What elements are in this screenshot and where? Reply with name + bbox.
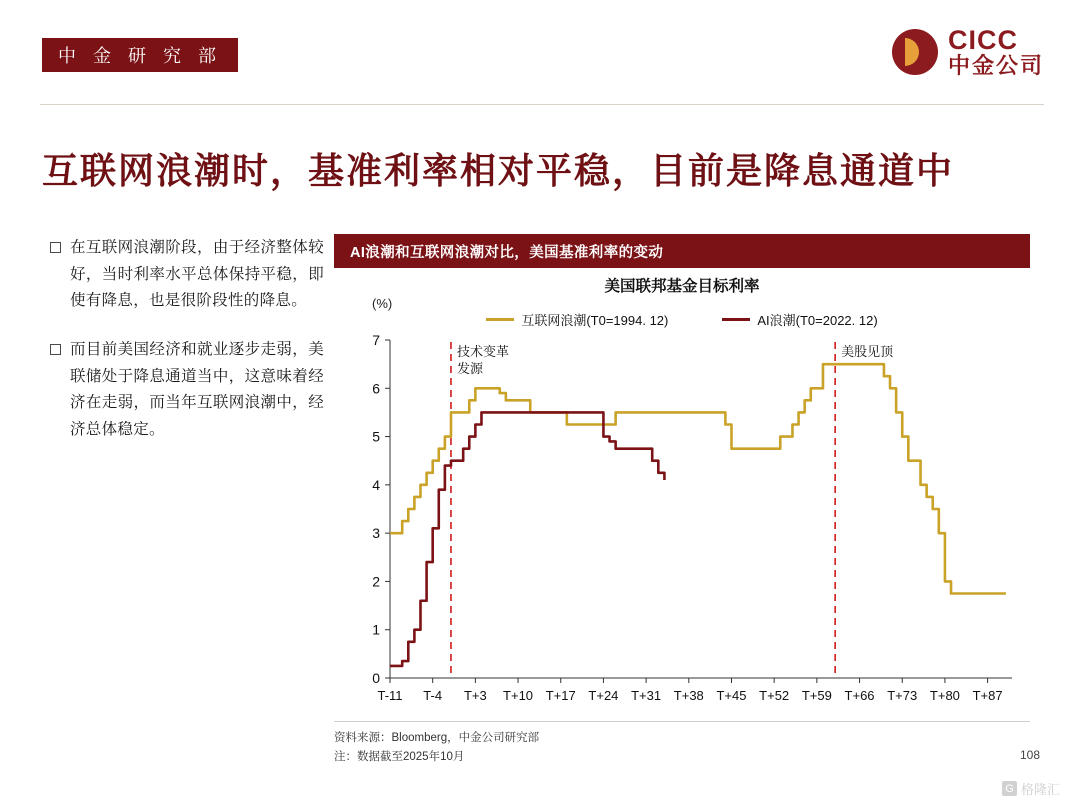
- legend-swatch: [486, 318, 514, 321]
- x-tick-label: T+52: [759, 688, 790, 703]
- page-number: 108: [1019, 748, 1040, 762]
- y-tick-label: 3: [372, 525, 380, 542]
- line-chart-svg: [334, 330, 1030, 720]
- x-tick-label: T+66: [844, 688, 875, 703]
- bullet-text: 在互联网浪潮阶段，由于经济整体较好，当时利率水平总体保持平稳，即使有降息，也是很阶段性的降息。: [70, 239, 324, 310]
- x-tick-label: T-4: [423, 688, 443, 703]
- y-tick-label: 4: [372, 476, 380, 493]
- chart-banner: AI浪潮和互联网浪潮对比，美国基准利率的变动: [334, 234, 1030, 268]
- cicc-logo-text: [948, 26, 1044, 77]
- x-tick-label: T+24: [588, 688, 619, 703]
- square-bullet-icon: [50, 344, 61, 355]
- legend-swatch: [722, 318, 750, 321]
- page-title: 互联网浪潮时，基准利率相对平稳，目前是降息通道中: [42, 150, 955, 191]
- y-tick-label: 0: [372, 670, 380, 686]
- cicc-logo: [892, 26, 1044, 77]
- y-tick-label: 5: [372, 428, 380, 445]
- y-tick-label: 6: [372, 380, 380, 397]
- chart-title: 美国联邦基金目标利率: [604, 278, 760, 295]
- chart-unit-label: (%): [372, 296, 393, 311]
- logo-text-cn: 中金公司: [947, 53, 1044, 79]
- x-tick-label: T+80: [929, 688, 960, 703]
- x-tick-label: T+3: [463, 688, 487, 703]
- x-tick-label: T-11: [377, 688, 403, 703]
- y-tick-label: 7: [372, 332, 380, 348]
- x-tick-label: T+59: [801, 688, 832, 703]
- watermark-icon: G: [1002, 781, 1017, 796]
- annotation-label: 美股见顶: [841, 344, 894, 359]
- brand-tag: 中 金 研 究 部: [42, 38, 238, 72]
- list-item: [50, 337, 324, 444]
- bullet-list: [50, 235, 324, 466]
- series-line-1: [390, 412, 664, 666]
- legend-item-ai: [722, 310, 877, 329]
- y-tick-label: 2: [372, 573, 380, 590]
- chart-legend: [334, 310, 1030, 329]
- x-tick-label: T+10: [503, 688, 534, 703]
- legend-item-internet: [486, 310, 668, 329]
- legend-label: AI浪潮(T0=2022. 12): [757, 313, 878, 328]
- plot-area: [334, 330, 1030, 720]
- logo-text-en: CICC: [947, 25, 1018, 55]
- annotation-label: 发源: [456, 361, 483, 376]
- annotation-label: 技术变革: [456, 344, 509, 359]
- bullet-text: 而目前美国经济和就业逐步走弱，美联储处于降息通道当中，这意味着经济在走弱，而当年互联网浪潮中，经济总体稳定。: [70, 340, 324, 438]
- header-divider: [40, 104, 1044, 105]
- x-tick-label: T+17: [545, 688, 576, 703]
- series-line-0: [390, 364, 1006, 593]
- list-item: [50, 235, 324, 315]
- note-text: 注：数据截至2025年10月: [334, 751, 465, 764]
- watermark: [1002, 779, 1060, 798]
- cicc-logo-mark: [892, 29, 938, 75]
- legend-label: 互联网浪潮(T0=1994. 12): [521, 313, 669, 328]
- y-tick-label: 1: [372, 621, 380, 638]
- watermark-label: 格隆汇: [1020, 782, 1060, 797]
- x-tick-label: T+31: [631, 688, 662, 703]
- x-tick-label: T+87: [972, 688, 1003, 703]
- source-text: 资料来源：Bloomberg，中金公司研究部: [334, 731, 540, 744]
- chart-footer: [334, 721, 1030, 768]
- x-tick-label: T+38: [673, 688, 704, 703]
- chart-panel: [334, 234, 1030, 772]
- square-bullet-icon: [50, 242, 61, 253]
- x-tick-label: T+45: [716, 688, 747, 703]
- x-tick-label: T+73: [887, 688, 918, 703]
